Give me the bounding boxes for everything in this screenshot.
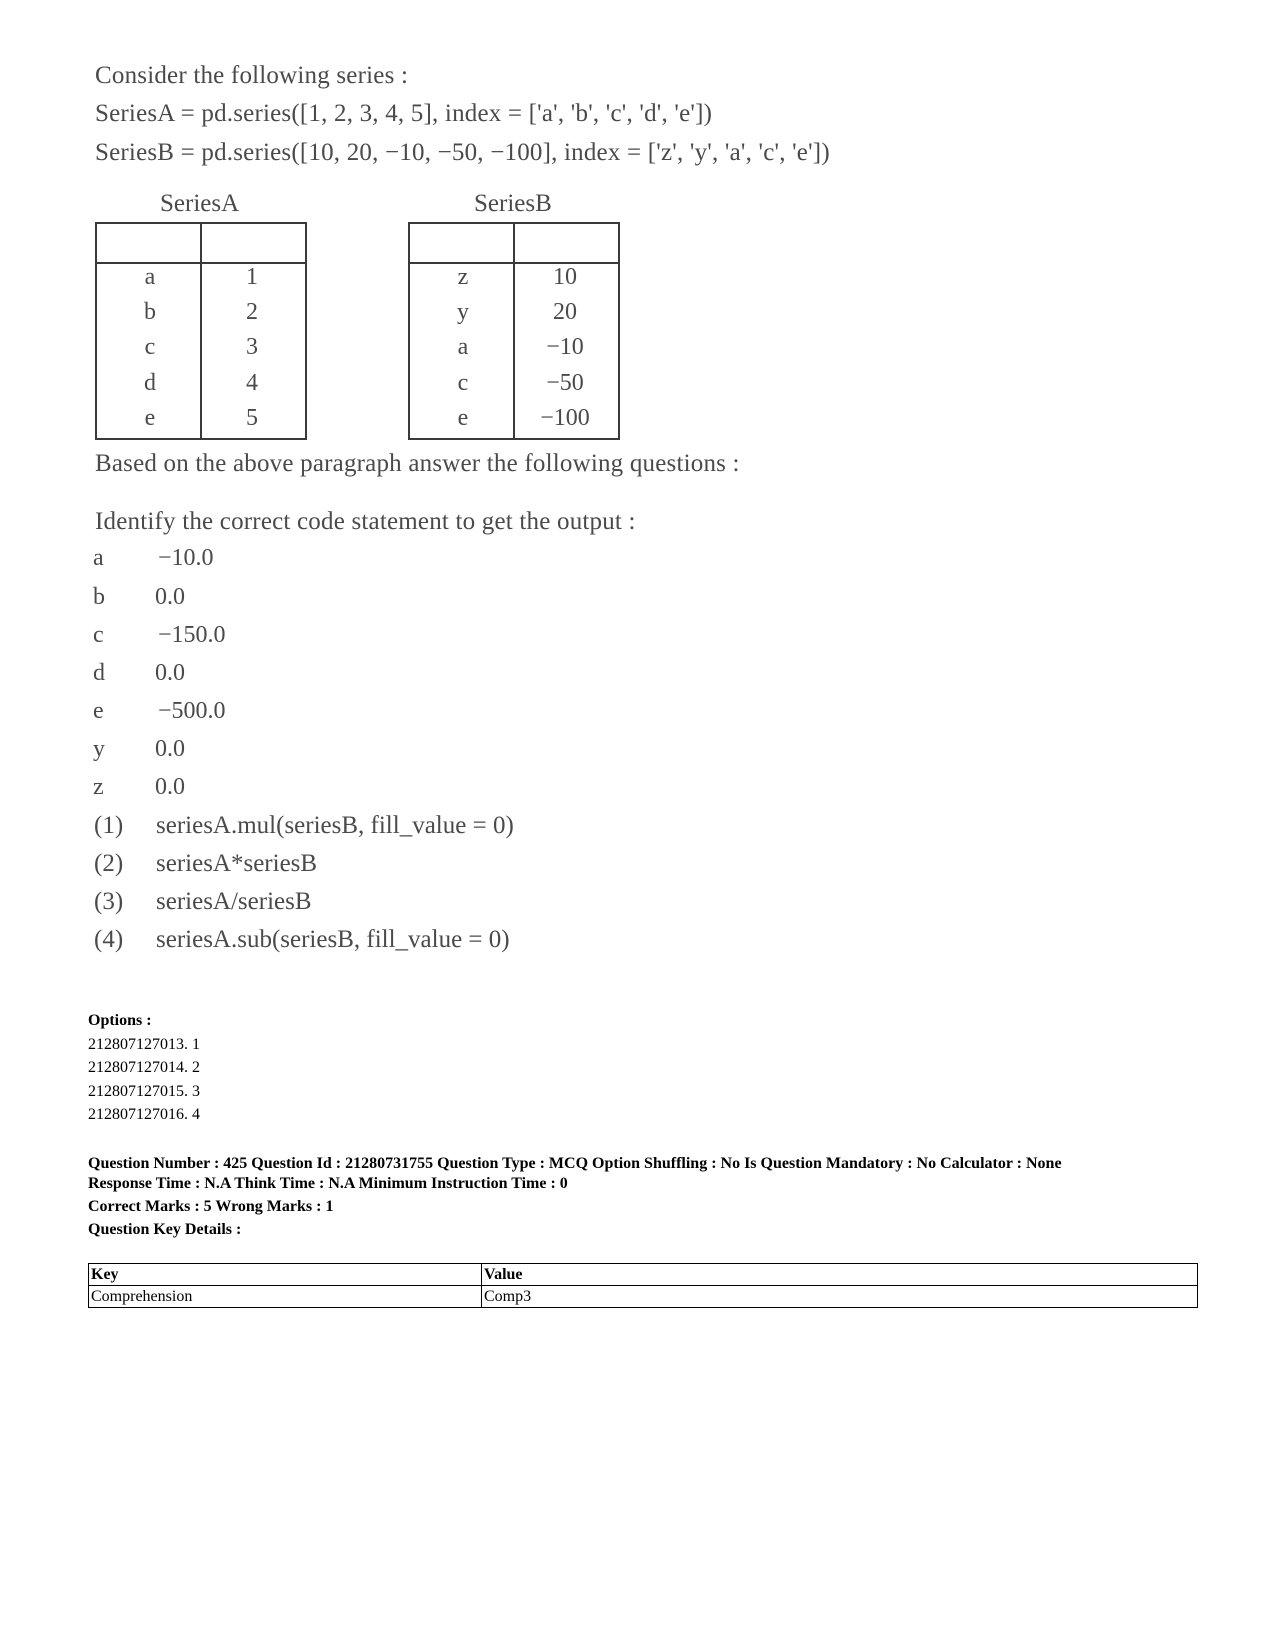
index-cell: d (144, 370, 156, 396)
code-choice (94, 812, 694, 844)
table-row (89, 1264, 1198, 1286)
value-cell: −50 (546, 370, 584, 396)
question-prompt: Identify the correct code statement to get the output : (95, 508, 636, 535)
question-meta-line: Question Number : 425 Question Id : 21280731755 Question Type : MCQ Option Shuffling : No Is Question Mandatory : No Calculator : None (88, 1155, 1062, 1172)
value-cell: 20 (553, 299, 577, 325)
index-cell: b (144, 299, 156, 325)
index-cell: z (457, 264, 469, 290)
series-b-title: SeriesB (474, 190, 552, 217)
output-value: −500.0 (158, 698, 226, 724)
output-key: y (93, 736, 105, 762)
choice-code: seriesA.mul(seriesB, fill_value = 0) (156, 812, 514, 839)
output-row (93, 698, 393, 728)
index-cell: a (144, 264, 156, 290)
key-cell: Comprehension (89, 1286, 482, 1308)
choice-code: seriesA/seriesB (156, 888, 312, 915)
output-value: 0.0 (155, 660, 185, 686)
value-header: Value (482, 1264, 1198, 1286)
output-row (93, 622, 393, 652)
index-cell: c (144, 334, 156, 360)
index-cell: e (144, 405, 156, 431)
option-item: 212807127015. 3 (88, 1083, 200, 1100)
series-b-table (408, 222, 620, 440)
output-value: −150.0 (158, 622, 226, 648)
key-details-label: Question Key Details : (88, 1221, 242, 1238)
output-key: a (93, 545, 104, 571)
output-row (93, 774, 393, 804)
series-a-definition: SeriesA = pd.series([1, 2, 3, 4, 5], index = ['a', 'b', 'c', 'd', 'e']) (95, 100, 713, 127)
index-cell: a (457, 334, 469, 360)
choice-number: (4) (94, 926, 124, 953)
table-row (89, 1286, 1198, 1308)
options-label: Options : (88, 1012, 152, 1029)
output-value: 0.0 (155, 736, 185, 762)
output-value: −10.0 (158, 545, 214, 571)
option-item: 212807127016. 4 (88, 1106, 200, 1123)
value-cell: −100 (540, 405, 590, 431)
index-cell: c (457, 370, 469, 396)
value-cell: Comp3 (482, 1286, 1198, 1308)
value-cell: 2 (246, 299, 258, 325)
output-row (93, 660, 393, 690)
choice-number: (3) (94, 888, 124, 915)
series-a-table (95, 222, 307, 440)
index-cell: y (457, 299, 469, 325)
output-value: 0.0 (155, 584, 185, 610)
option-item: 212807127014. 2 (88, 1059, 200, 1076)
output-value: 0.0 (155, 774, 185, 800)
key-header: Key (89, 1264, 482, 1286)
series-a-title: SeriesA (160, 190, 240, 217)
output-row (93, 584, 393, 614)
series-b-definition: SeriesB = pd.series([10, 20, −10, −50, −100], index = ['z', 'y', 'a', 'c', 'e']) (95, 139, 830, 166)
code-choice (94, 926, 694, 958)
value-cell: −10 (546, 334, 584, 360)
output-row (93, 736, 393, 766)
index-cell: e (457, 405, 469, 431)
choice-code: seriesA.sub(seriesB, fill_value = 0) (156, 926, 510, 953)
value-cell: 1 (246, 264, 258, 290)
output-key: b (93, 584, 105, 610)
code-choice (94, 850, 694, 882)
choice-number: (2) (94, 850, 124, 877)
passage-intro: Consider the following series : (95, 62, 409, 89)
value-cell: 5 (246, 405, 258, 431)
option-item: 212807127013. 1 (88, 1036, 200, 1053)
output-key: z (93, 774, 104, 800)
output-row (93, 545, 393, 575)
question-key-table (88, 1263, 1198, 1308)
output-key: c (93, 622, 104, 648)
question-meta-line: Response Time : N.A Think Time : N.A Minimum Instruction Time : 0 (88, 1175, 568, 1192)
based-on-text: Based on the above paragraph answer the following questions : (95, 450, 740, 477)
output-key: d (93, 660, 105, 686)
output-key: e (93, 698, 104, 724)
value-cell: 3 (246, 334, 258, 360)
value-cell: 4 (246, 370, 258, 396)
value-cell: 10 (553, 264, 577, 290)
choice-number: (1) (94, 812, 124, 839)
choice-code: seriesA*seriesB (156, 850, 318, 877)
code-choice (94, 888, 694, 920)
marks-line: Correct Marks : 5 Wrong Marks : 1 (88, 1198, 334, 1215)
